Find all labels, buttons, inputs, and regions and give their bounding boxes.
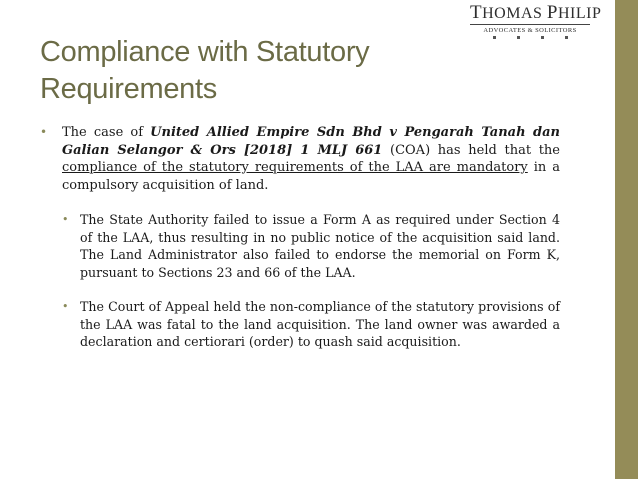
main-bullet-middle: (COA) has held that the (382, 142, 560, 158)
logo-dot (565, 36, 568, 39)
logo-initial-p: P (546, 2, 558, 23)
main-bullet (40, 124, 560, 194)
logo-ornament (470, 36, 590, 39)
side-accent-bar (615, 0, 638, 479)
logo-name-first: HOMAS (482, 5, 547, 22)
logo-dot (517, 36, 520, 39)
slide-content (40, 124, 560, 368)
main-bullet-suffix: in a compulsory acquisition of land. (62, 160, 561, 193)
logo-name-last: HILIP (557, 5, 602, 22)
logo-subtitle: ADVOCATES & SOLICITORS (483, 27, 577, 34)
logo-initial-t: T (470, 2, 483, 23)
firm-logo (470, 2, 602, 40)
main-bullet-prefix: The case of (62, 125, 151, 140)
underlined-holding: compliance of the statutory requirements of the LAA are mandatory (62, 160, 528, 175)
logo-dot (541, 36, 544, 39)
sub-bullet-court-of-appeal: • The Court of Appeal held the non-compliance of the statutory provisions of the LAA was fatal to the land acquisition. The land owner was awarded a declaration and certiorari (order) to quash said acquisition. (62, 298, 560, 351)
sub-bullet-form-a: • The State Authority failed to issue a Form A as required under Section 4 of the LAA, thus resulting in no public notice of the acquisition said land. The Land Administrator also failed to endorse the memorial on Form K, pursuant to Sections 23 and 66 of the LAA. (62, 211, 560, 281)
logo-dot (493, 36, 496, 39)
slide-title: Compliance with Statutory Requirements (40, 36, 370, 105)
case-citation: United Allied Empire Sdn Bhd v Pengarah Tanah dan Galian Selangor & Ors [2018] 1 MLJ 661 (62, 125, 561, 158)
logo-firm-name (470, 2, 602, 25)
